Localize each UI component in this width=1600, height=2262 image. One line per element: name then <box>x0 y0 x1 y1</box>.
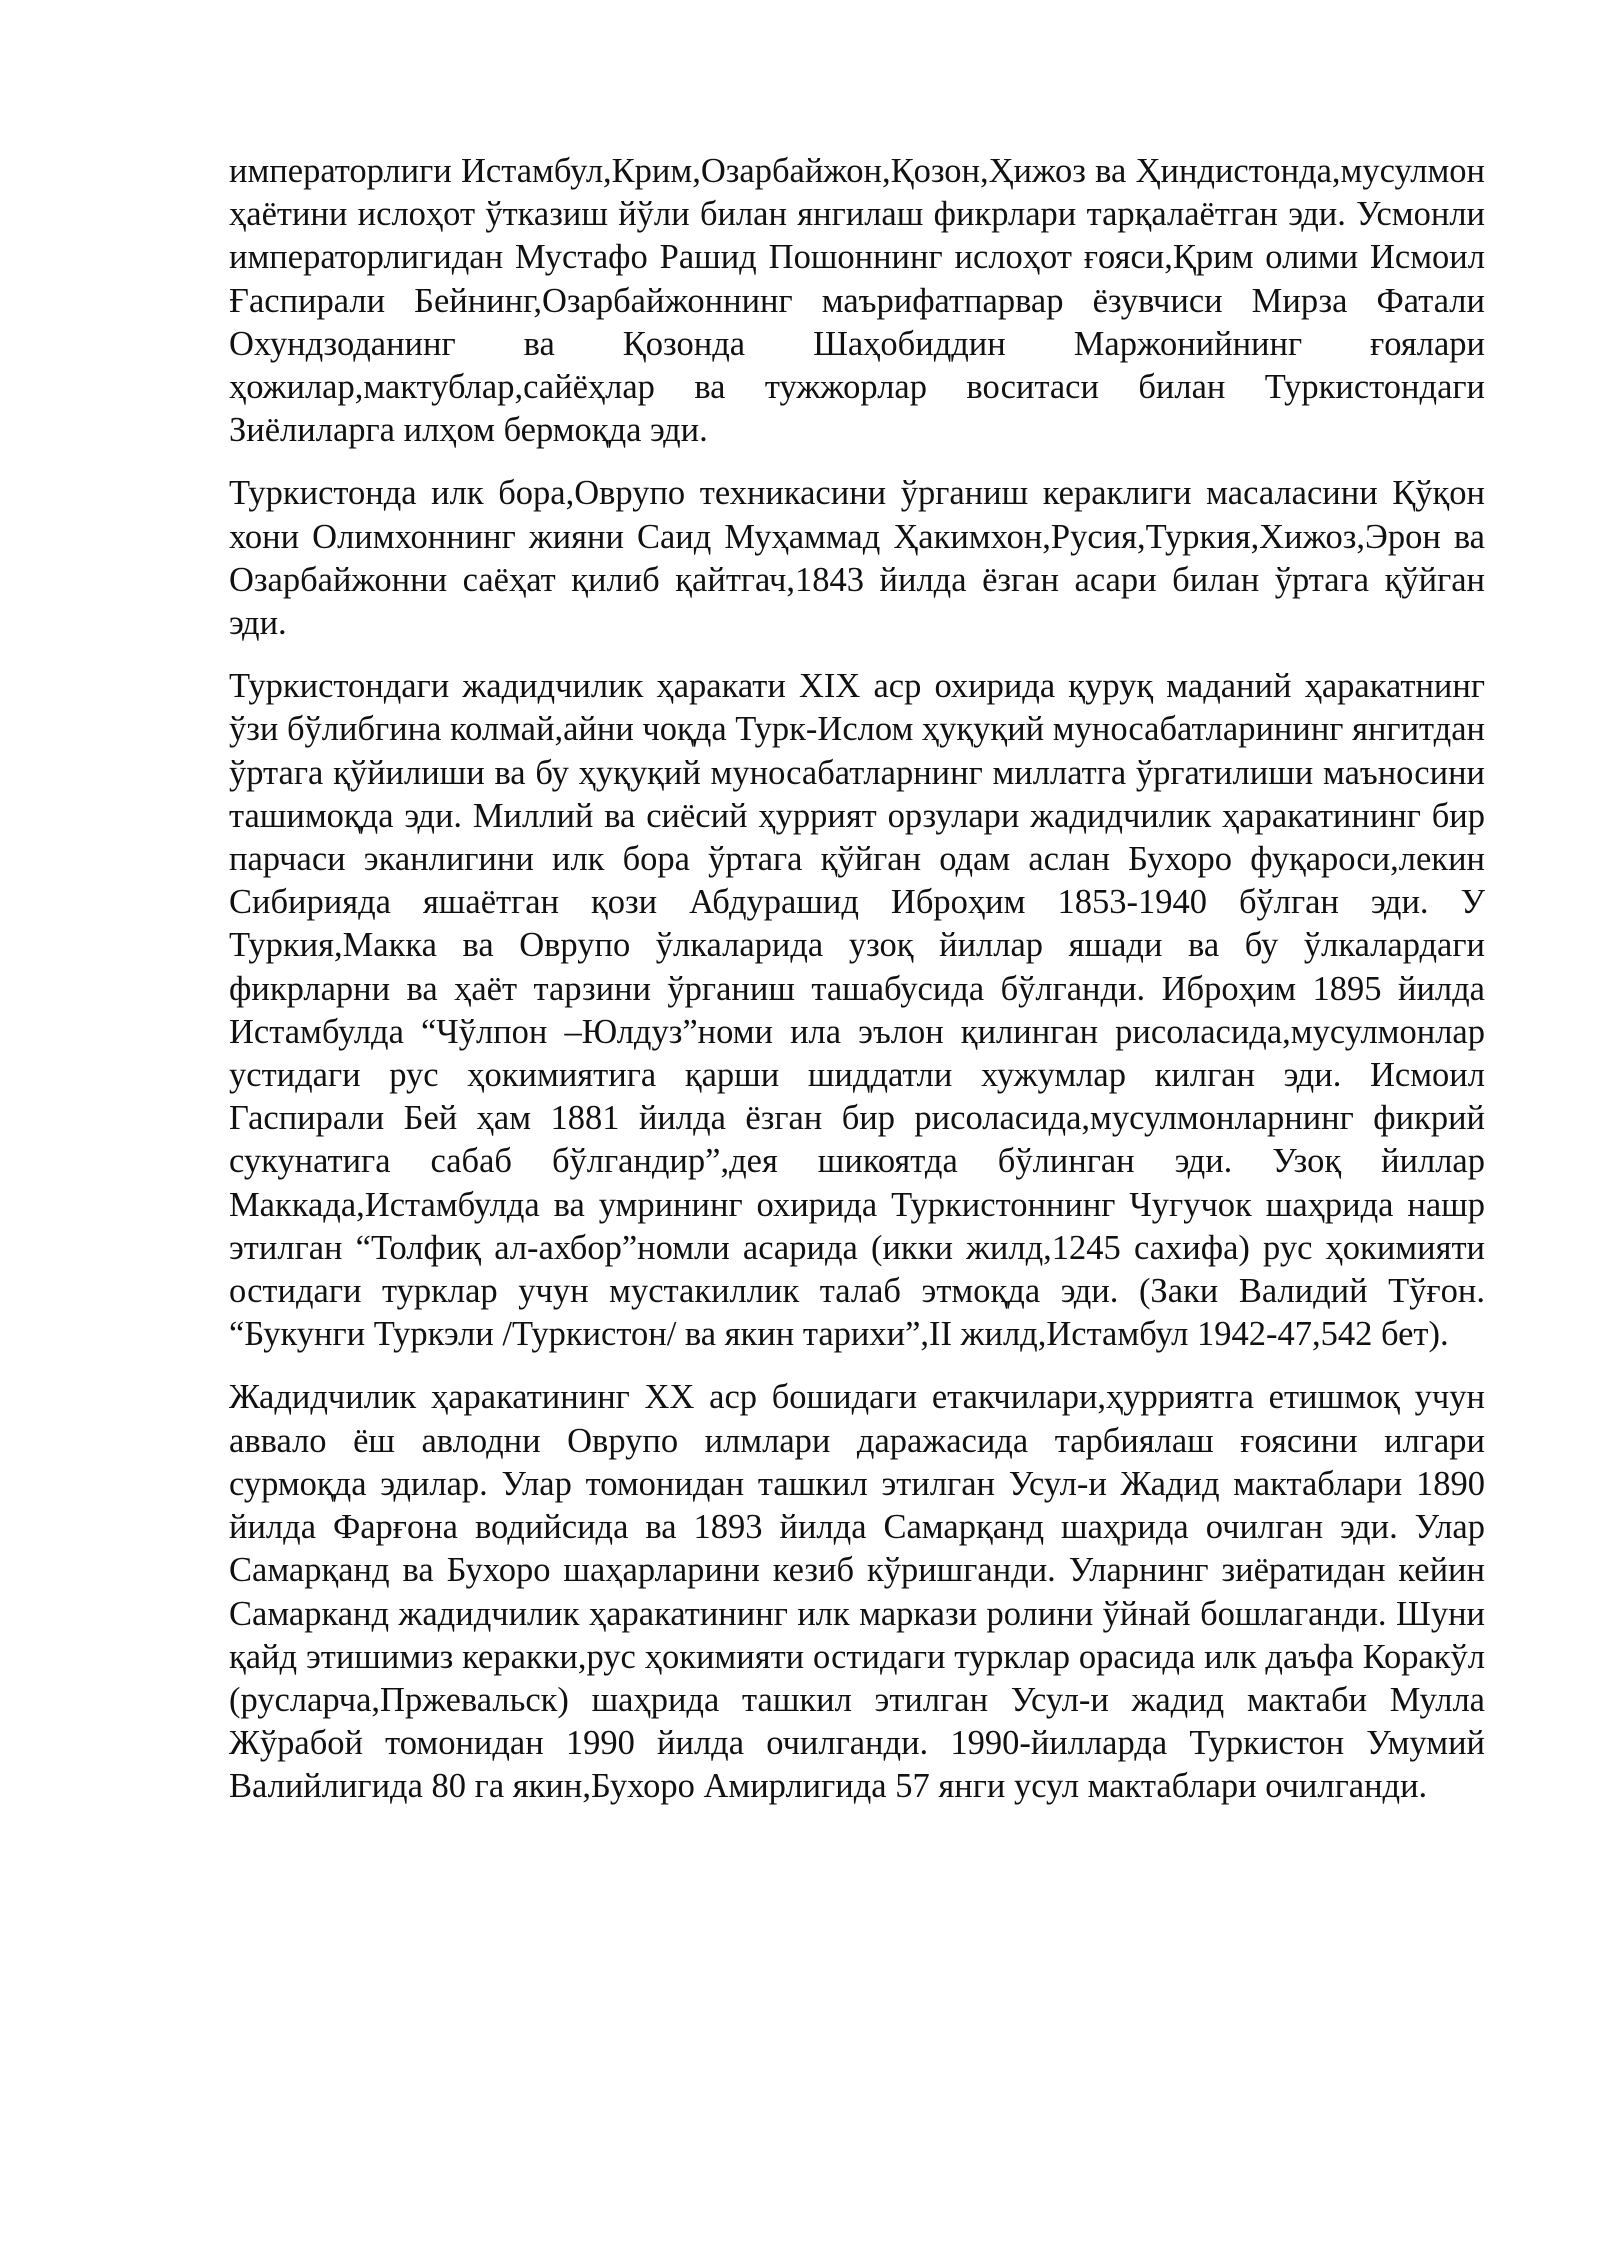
document-body <box>229 150 1485 1829</box>
paragraph: императорлиги Истамбул,Крим,Озарбайжон,Қозон,Ҳижоз ва Ҳиндистонда,мусулмон ҳаётини ислоҳот ўтказиш йўли билан янгилаш фикрлари тарқалаётган эди. Усмонли императорлигидан Мустафо Рашид Пошоннинг ислоҳот ғояси,Қрим олими Исмоил Ғаспирали Бейнинг,Озарбайжоннинг маърифатпарвар ёзувчиси Мирза Фатали Охундзоданинг ва Қозонда Шаҳобиддин Маржонийнинг ғоялари ҳожилар,мактублар,сайёҳлар ва тужжорлар воситаси билан Туркистондаги Зиёлиларга илҳом бермоқда эди. <box>229 152 1485 450</box>
paragraph: Жадидчилик ҳаракатининг XX аср бошидаги етакчилари,ҳурриятга етишмоқ учун аввало ёш авлодни Оврупо илмлари даражасида тарбиялаш ғоясини илгари сурмоқда эдилар. Улар томонидан ташкил этилган Усул-и Жадид мактаблари 1890 йилда Фарғона водийсида ва 1893 йилда Самарқанд шаҳрида очилган эди. Улар Самарқанд ва Бухоро шаҳарларини кезиб кўришганди. Уларнинг зиёратидан кейин Самарканд жадидчилик ҳаракатининг илк маркази ролини ўйнай бошлаганди. Шуни қайд этишимиз керакки,рус ҳокимияти остидаги турклар орасида илк даъфа Коракўл (русларча,Пржевальск) шаҳрида ташкил этилган Усул-и жадид мактаби Мулла Жўрабой томонидан 1990 йилда очилганди. 1990-йилларда Туркистон Умумий Валийлигида 80 га якин,Бухоро Амирлигида 57 янги усул мактаблари очилганди. <box>229 1378 1485 1806</box>
paragraph: Туркистонда илк бора,Оврупо техникасини ўрганиш кераклиги масаласини Қўқон хони Олимхоннинг жияни Саид Муҳаммад Ҳакимхон,Русия,Туркия,Хижоз,Эрон ва Озарбайжонни саёҳат қилиб қайтгач,1843 йилда ёзган асари билан ўртага қўйган эди. <box>229 474 1485 643</box>
paragraph: Туркистондаги жадидчилик ҳаракати XIX аср охирида қуруқ маданий ҳаракатнинг ўзи бўлибгина колмай,айни чоқда Турк-Ислом ҳуқуқий муносабатларининг янгитдан ўртага қўйилиши ва бу ҳуқуқий муносабатларнинг миллатга ўргатилиши маъносини ташимоқда эди. Миллий ва сиёсий ҳуррият орзулари жадидчилик ҳаракатининг бир парчаси эканлигини илк бора ўртага қўйган одам аслан Бухоро фуқароси,лекин Сибирияда яшаётган қози Абдурашид Иброҳим 1853-1940 бўлган эди. У Туркия,Макка ва Оврупо ўлкаларида узоқ йиллар яшади ва бу ўлкалардаги фикрларни ва ҳаёт тарзини ўрганиш ташабусида бўлганди. Иброҳим 1895 йилда Истамбулда “Чўлпон –Юлдуз”номи ила эълон қилинган рисоласида,мусулмонлар устидаги рус ҳокимиятига қарши шиддатли хужумлар килган эди. Исмоил Гаспирали Бей ҳам 1881 йилда ёзган бир рисоласида,мусулмонларнинг фикрий сукунатига сабаб бўлгандир”,дея шикоятда бўлинган эди. Узоқ йиллар Маккада,Истамбулда ва умрининг охирида Туркистоннинг Чугучок шаҳрида нашр этилган “Толфиқ ал-ахбор”номли асарида (икки жилд,1245 сахифа) рус ҳокимияти остидаги турклар учун мустакиллик талаб этмоқда эди. (Заки Валидий Тўғон. “Букунги Туркэли /Туркистон/ ва якин тарихи”,II жилд,Истамбул 1942-47,542 бет). <box>229 667 1485 1354</box>
